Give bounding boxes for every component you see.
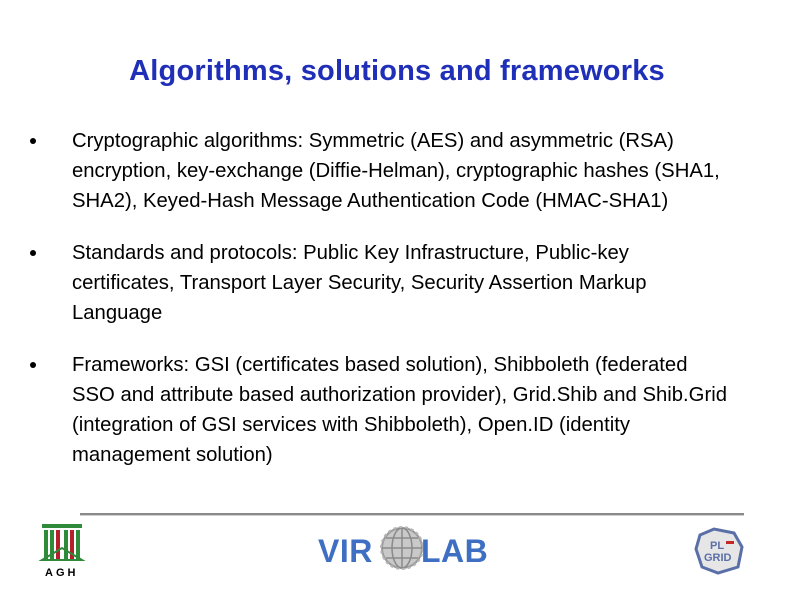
- bullet-item: [30, 238, 730, 328]
- bullet-item: [30, 126, 730, 216]
- svg-text:PL: PL: [710, 540, 725, 552]
- virolab-logo-right: LAB: [421, 533, 489, 569]
- plgrid-logo-icon: [694, 527, 746, 575]
- bullet-dot-icon: [30, 362, 36, 368]
- svg-text:GRID: GRID: [704, 552, 732, 564]
- virolab-logo-left: VIR: [318, 533, 373, 569]
- agh-label: AGH: [45, 567, 79, 579]
- slide-title: Algorithms, solutions and frameworks: [129, 55, 665, 87]
- bullet-text: Frameworks: GSI (certificates based solution), Shibboleth (federated SSO and attribute based authorization provider), Grid.Shib and Shib.Grid (integration of GSI services with Shibboleth), Open.ID (identity management solution): [72, 354, 728, 466]
- footer-divider: [80, 513, 744, 516]
- virolab-globe-icon: [380, 526, 424, 570]
- bullet-text: Cryptographic algorithms: Symmetric (AES) and asymmetric (RSA) encryption, key-exchange (Diffie-Helman), cryptographic hashes (SHA1, SHA2), Keyed-Hash Message Authentication Code (HMAC-SHA1): [72, 130, 720, 212]
- bullet-list: [30, 126, 730, 470]
- bullet-text: Standards and protocols: Public Key Infrastructure, Public-key certificates, Transport Layer Security, Security Assertion Markup Language: [72, 242, 647, 324]
- bullet-dot-icon: [30, 138, 36, 144]
- bullet-item: [30, 350, 730, 470]
- bullet-dot-icon: [30, 250, 36, 256]
